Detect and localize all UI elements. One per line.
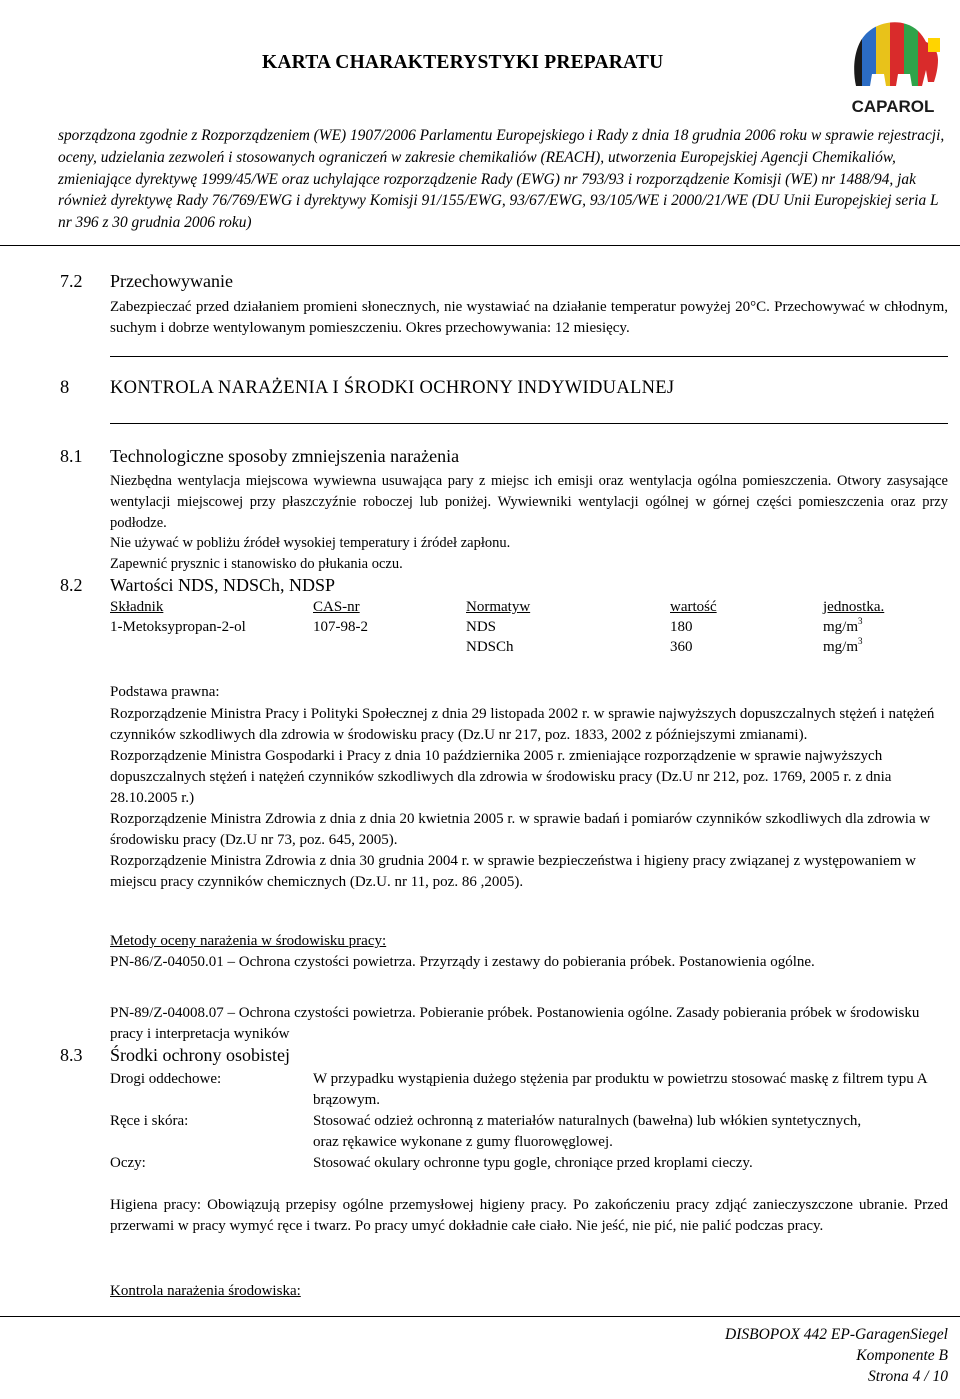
legal-item: Rozporządzenie Ministra Zdrowia z dnia z dnia 20 kwietnia 2005 r. w sprawie badań i pomiarów czynników szkodliwych dla zdrowia w środowisku pracy (Dz.U nr 73, poz. 645, 2005). bbox=[110, 811, 931, 848]
divider bbox=[110, 423, 948, 424]
unit-exponent: 3 bbox=[858, 616, 863, 626]
unit-text: mg/m bbox=[823, 639, 859, 655]
method-item: PN-89/Z-04008.07 – Ochrona czystości powietrza. Pobieranie próbek. Postanowienia ogólne. Zasady pobierania próbek w środowisku pracy i interpretacja wyników bbox=[110, 1005, 920, 1042]
table-cell: 360 bbox=[670, 639, 693, 655]
table-cell bbox=[110, 639, 313, 659]
legal-item: Rozporządzenie Ministra Pracy i Polityki Społecznej z dnia 29 listopada 2002 r. w sprawie najwyższych dopuszczalnych stężeń i natężeń czynników szkodliwych dla zdrowia w środowisku pracy (Dz.U nr 217, poz. 1833, 2002 z późniejszymi zmianami). bbox=[110, 706, 935, 743]
column-header: wartość bbox=[670, 599, 717, 615]
page-footer bbox=[725, 1324, 948, 1387]
caparol-logo bbox=[838, 8, 948, 118]
table-row bbox=[110, 619, 884, 639]
table-cell bbox=[823, 636, 884, 659]
legal-item: Rozporządzenie Ministra Zdrowia z dnia 30 grudnia 2004 r. w sprawie bezpieczeństwa i higieny pracy związanej z występowaniem w miejscu pracy czynników chemicznych (Dz.U. nr 11, poz. 86 ,2005). bbox=[110, 853, 916, 890]
section-number: 7.2 bbox=[60, 271, 83, 291]
methods-label: Metody oceny narażenia w środowisku pracy: bbox=[110, 933, 387, 949]
legal-item: Rozporządzenie Ministra Gospodarki i Pracy z dnia 10 października 2005 r. zmieniające rozporządzenie w sprawie najwyższych dopuszczalnych stężeń i natężeń czynników szkodliwych dla zdrowia w środowisku pracy (Dz.U nr 212, poz. 1769, 2005 r. z dnia 28.10.2005 r.) bbox=[110, 748, 892, 806]
regulation-preamble: sporządzona zgodnie z Rozporządzeniem (WE) 1907/2006 Parlamentu Europejskiego i Rady z dnia 18 grudnia 2006 roku w sprawie rejestracji, oceny, udzielania zezwoleń i stosowanych ograniczeń w zakresie chemikaliów (REACH), utworzenia Europejskiej Agencji Chemikaliów, zmieniające dyrektywę 1999/45/WE oraz uchylające rozporządzenie Rady (EWG) nr 793/93 i rozporządzenie Komisji (WE) nr 1488/94, jak również dyrektywę Rady 76/769/EWG i dyrektywy Komisji 91/155/EWG, 93/67/EWG, 93/105/WE i 2000/21/WE (DU Unii Europejskiej seria L nr 396 z 30 grudnia 2006 roku) bbox=[58, 127, 945, 232]
ppe-label-eyes: Oczy: bbox=[110, 1155, 146, 1171]
column-header: jednostka. bbox=[823, 599, 885, 615]
legal-basis-list bbox=[110, 704, 948, 893]
section-title: Wartości NDS, NDSCh, NDSP bbox=[110, 575, 336, 595]
table-cell: 1-Metoksypropan-2-ol bbox=[110, 619, 246, 635]
eyewash-text: Zapewnić prysznic i stanowisko do płukania oczu. bbox=[110, 556, 403, 572]
ppe-text-hands: Stosować odzież ochronną z materiałów naturalnych (bawełna) lub włókien syntetycznych, oraz rękawice wykonane z gumy fluorowęglowej. bbox=[313, 1113, 862, 1150]
ppe-text-respiratory: W przypadku wystąpienia dużego stężenia par produktu w powietrzu stosować maskę z filtrem typu A brązowym. bbox=[313, 1071, 927, 1108]
nds-table bbox=[110, 599, 884, 659]
table-cell bbox=[313, 639, 466, 659]
unit-exponent: 3 bbox=[858, 636, 863, 646]
product-name: DISBOPOX 442 EP-GaragenSiegel bbox=[725, 1326, 948, 1343]
ppe-text-eyes: Stosować okulary ochronne typu gogle, chroniące przed kroplami cieczy. bbox=[313, 1155, 753, 1171]
section-number: 8.2 bbox=[60, 575, 83, 595]
section-title: Środki ochrony osobistej bbox=[110, 1045, 290, 1065]
table-cell: NDS bbox=[466, 619, 497, 635]
document-title: KARTA CHARAKTERYSTYKI PREPARATU bbox=[262, 52, 664, 73]
column-header: CAS-nr bbox=[313, 599, 360, 615]
elephant-logo-icon bbox=[838, 8, 948, 118]
table-row bbox=[110, 639, 884, 659]
ppe-label-hands: Ręce i skóra: bbox=[110, 1113, 189, 1129]
header-divider bbox=[0, 245, 960, 246]
column-header: Składnik bbox=[110, 599, 164, 615]
chapter-number: 8 bbox=[60, 378, 70, 398]
section-title: Przechowywanie bbox=[110, 271, 233, 291]
table-cell: NDSCh bbox=[466, 639, 514, 655]
storage-text: Zabezpieczać przed działaniem promieni słonecznych, nie wystawiać na działanie temperatur powyżej 20°C. Przechowywać w chłodnym, suchym i dobrze wentylowanym pomieszczeniu. Okres przechowywania: 12 miesięcy. bbox=[110, 299, 948, 336]
column-header: Normatyw bbox=[466, 599, 531, 615]
divider bbox=[110, 356, 948, 357]
unit-text: mg/m bbox=[823, 619, 859, 635]
ventilation-text: Niezbędna wentylacja miejscowa wywiewna usuwająca pary z miejsc ich emisji oraz wentylacja ogólna pomieszczenia. Otwory zasysające wentylacji miejscowej przy płaszczyźnie roboczej lub poniżej. Wywiewniki wentylacji ogólnej w górnej części pomieszczenia oraz przy podłodze. bbox=[110, 473, 948, 531]
component-name: Komponente B bbox=[856, 1347, 948, 1364]
section-number: 8.1 bbox=[60, 446, 83, 466]
ignition-warning: Nie używać w pobliżu źródeł wysokiej temperatury i źródeł zapłonu. bbox=[110, 535, 511, 551]
section-number: 8.3 bbox=[60, 1045, 83, 1065]
table-cell bbox=[823, 616, 884, 639]
hygiene-text: Higiena pracy: Obowiązują przepisy ogólne przemysłowej higieny pracy. Po zakończeniu pracy zdjąć zanieczyszczone ubranie. Przed przerwami w pracy wymyć ręce i twarz. Po pracy umyć dokładnie całe ciało. Nie jeść, nie pić, nie palić podczas pracy. bbox=[110, 1197, 948, 1234]
legal-basis-label: Podstawa prawna: bbox=[110, 684, 220, 700]
table-header-row bbox=[110, 599, 884, 619]
table-cell: 107-98-2 bbox=[313, 619, 368, 635]
environment-control-label: Kontrola narażenia środowiska: bbox=[110, 1283, 301, 1299]
method-item: PN-86/Z-04050.01 – Ochrona czystości powietrza. Przyrządy i zestawy do pobierania próbek. Postanowienia ogólne. bbox=[110, 954, 815, 970]
section-title: Technologiczne sposoby zmniejszenia narażenia bbox=[110, 446, 460, 466]
footer-divider bbox=[0, 1316, 960, 1317]
page-number: Strona 4 / 10 bbox=[868, 1368, 948, 1385]
chapter-title: KONTROLA NARAŻENIA I ŚRODKI OCHRONY INDYWIDUALNEJ bbox=[110, 378, 675, 398]
logo-text: CAPAROL bbox=[851, 97, 935, 116]
table-cell: 180 bbox=[670, 619, 693, 635]
ppe-label-respiratory: Drogi oddechowe: bbox=[110, 1071, 222, 1087]
